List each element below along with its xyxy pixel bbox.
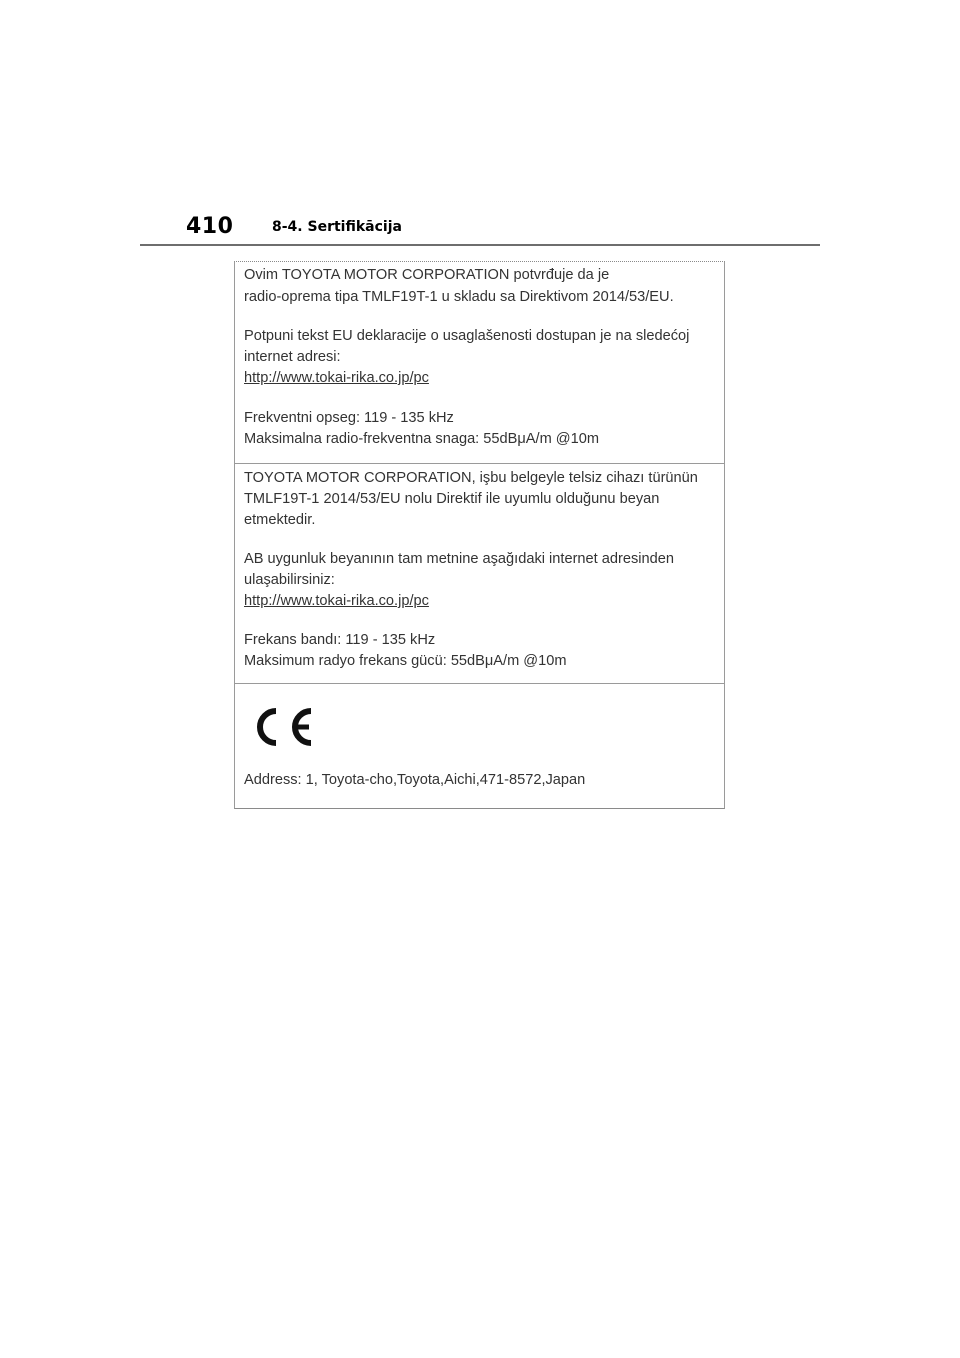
page-number: 410: [186, 214, 234, 239]
address: Address: 1, Toyota-cho,Toyota,Aichi,471-8572,Japan: [244, 772, 586, 788]
turkish-line-3: etmektedir.: [244, 512, 316, 528]
serbian-frequency: Frekventni opseg: 119 - 135 kHz: [244, 410, 454, 426]
turkish-line-5: ulaşabilirsiniz:: [244, 572, 335, 588]
turkish-frequency: Frekans bandı: 119 - 135 kHz: [244, 632, 436, 648]
serbian-power: Maksimalna radio-frekventna snaga: 55dBμA/m @10m: [244, 431, 599, 447]
page-header: [140, 210, 820, 246]
turkish-line-2: TMLF19T-1 2014/53/EU nolu Direktif ile uyumlu olduğunu beyan: [244, 491, 660, 507]
ce-mark-icon: [249, 703, 315, 751]
serbian-line-4: internet adresi:: [244, 349, 341, 365]
turkish-link[interactable]: http://www.tokai-rika.co.jp/pc: [244, 593, 429, 609]
ce-address-block: [235, 683, 724, 809]
serbian-line-3: Potpuni tekst EU deklaracije o usaglašenosti dostupan je na sledećoj: [244, 328, 690, 344]
serbian-declaration: [235, 262, 724, 462]
turkish-line-4: AB uygunluk beyanının tam metnine aşağıdaki internet adresinden: [244, 551, 674, 567]
turkish-line-1: TOYOTA MOTOR CORPORATION, işbu belgeyle telsiz cihazı türünün: [244, 470, 698, 486]
turkish-declaration: [235, 463, 724, 683]
header-rule: [140, 244, 820, 246]
serbian-link[interactable]: http://www.tokai-rika.co.jp/pc: [244, 370, 429, 386]
turkish-power: Maksimum radyo frekans gücü: 55dBμA/m @10m: [244, 653, 567, 669]
serbian-line-2: radio-oprema tipa TMLF19T-1 u skladu sa Direktivom 2014/53/EU.: [244, 289, 674, 305]
certification-box: [234, 261, 725, 809]
section-title: 8-4. Sertifikācija: [272, 219, 402, 235]
serbian-line-1: Ovim TOYOTA MOTOR CORPORATION potvrđuje da je: [244, 267, 610, 283]
